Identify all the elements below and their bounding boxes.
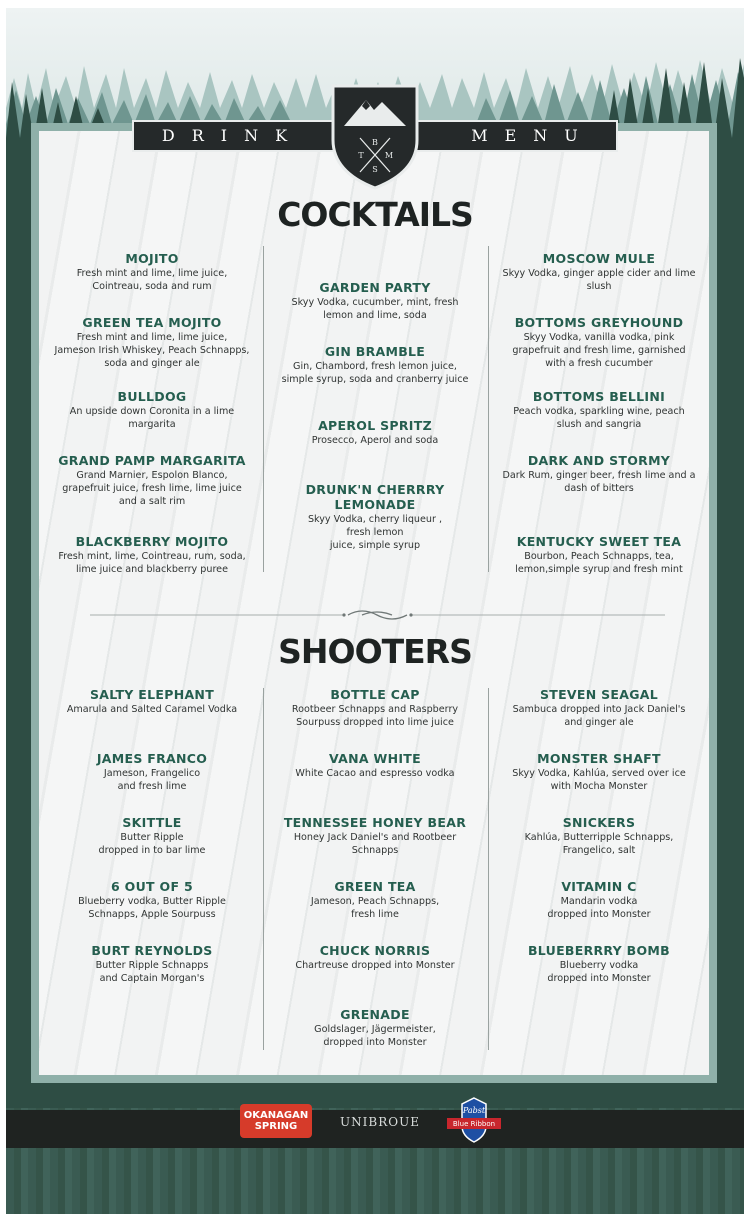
drink-description: [45, 831, 259, 857]
cocktails-item: [492, 251, 706, 293]
drink-description-line: dropped into Monster: [547, 973, 651, 984]
shooters-item: [268, 943, 482, 972]
drink-description-line: Peach vodka, sparkling wine, peach: [513, 406, 685, 417]
drink-description: [492, 550, 706, 576]
drink-description-line: Kahlúa, Butterripple Schnapps,: [524, 832, 674, 843]
shooters-heading: SHOOTERS: [278, 632, 472, 671]
shooters-item: [45, 751, 259, 793]
shooters-item: [268, 751, 482, 780]
drink-description-line: Fresh mint, lime, Cointreau, rum, soda,: [58, 551, 246, 562]
crest-letter-s: S: [372, 165, 378, 174]
drink-description-line: Chartreuse dropped into Monster: [295, 960, 455, 971]
drink-name: GREEN TEA: [334, 879, 416, 894]
cocktails-item: [492, 534, 706, 576]
drink-name: GRENADE: [340, 1007, 410, 1022]
drink-name: GIN BRAMBLE: [324, 344, 426, 359]
drink-description-line: An upside down Coronita in a lime: [69, 406, 235, 417]
drink-description: [492, 831, 706, 857]
drink-description-line: Fresh mint and lime, lime juice,: [76, 332, 228, 343]
drink-description: [268, 831, 482, 857]
shooters-item: [268, 1007, 482, 1049]
drink-description-line: and a salt rim: [118, 496, 186, 507]
drink-description: [492, 331, 706, 370]
drink-name: BOTTOMS GREYHOUND: [514, 315, 684, 330]
drink-description: [45, 267, 259, 293]
drink-description: [268, 1023, 482, 1049]
drink-description-line: slush and sangria: [556, 419, 642, 430]
unibroue-logo: UNIBROUE: [340, 1115, 420, 1129]
drink-description-line: Skyy Vodka, Kahlúa, served over ice: [512, 768, 686, 779]
drink-name: MONSTER SHAFT: [537, 751, 661, 766]
pabst-line2: Blue Ribbon: [452, 1120, 496, 1128]
shooters-column-divider-left: [263, 688, 264, 1050]
shooters-item: [268, 687, 482, 729]
drink-description: [268, 959, 482, 972]
drink-description-line: lime juice and blackberry puree: [76, 564, 228, 575]
cocktails-heading: COCKTAILS: [277, 195, 473, 234]
cocktails-item: [45, 315, 259, 370]
pabst-line1: Pabst: [462, 1106, 486, 1115]
drink-description-line: Goldslager, Jägermeister,: [314, 1024, 436, 1035]
drink-description-line: with a fresh cucumber: [545, 358, 653, 369]
drink-description-line: fresh lime: [351, 909, 399, 920]
drink-description-line: and ginger ale: [564, 717, 634, 728]
drink-description: [268, 703, 482, 729]
crest-letter-t: T: [358, 151, 364, 160]
drink-description: [45, 767, 259, 793]
cocktails-item: [295, 482, 455, 552]
drink-description-line: Fresh mint and lime, lime juice,: [76, 268, 228, 279]
drink-description-line: dropped into Monster: [323, 1037, 427, 1048]
drink-name: MOJITO: [125, 251, 179, 266]
drink-name: STEVEN SEAGAL: [539, 687, 659, 702]
drink-name: TENNESSEE HONEY BEAR: [283, 815, 467, 830]
drink-name: DRUNK'N CHERRRY LEMONADE: [305, 482, 445, 512]
cocktails-column-divider-left: [263, 246, 264, 572]
drink-description-line: Grand Marnier, Espolon Blanco,: [76, 470, 228, 481]
drink-name: GRAND PAMP MARGARITA: [58, 453, 246, 468]
okanagan-spring-logo: [240, 1104, 312, 1138]
drink-description-line: and fresh lime: [117, 781, 187, 792]
drink-description-line: dropped in to bar lime: [98, 845, 206, 856]
drink-description-line: lemon,simple syrup and fresh mint: [515, 564, 683, 575]
drink-description-line: margarita: [128, 419, 176, 430]
cocktails-column-divider-right: [488, 246, 489, 572]
drink-description: [492, 267, 706, 293]
drink-description-line: Jameson, Frangelico: [103, 768, 201, 779]
crest-letter-b: B: [372, 138, 378, 147]
drink-description: [492, 405, 706, 431]
drink-description-line: Butter Ripple Schnapps: [95, 960, 209, 971]
drink-name: BLUEBERRRY BOMB: [527, 943, 671, 958]
shooters-item: [492, 815, 706, 857]
drink-description-line: Skyy Vodka, ginger apple cider and lime: [502, 268, 696, 279]
drink-description-line: Prosecco, Aperol and soda: [311, 435, 439, 446]
drink-description-line: dropped into Monster: [547, 909, 651, 920]
banner-word-right: MENU: [471, 126, 595, 145]
cocktails-item: [492, 389, 706, 431]
drink-description: [45, 895, 259, 921]
drink-description-line: with Mocha Monster: [550, 781, 648, 792]
cocktails-item: [268, 418, 482, 447]
drink-description-line: Amarula and Salted Caramel Vodka: [66, 704, 238, 715]
drink-description-line: Gin, Chambord, fresh lemon juice,: [293, 361, 457, 372]
cocktails-item: [268, 280, 482, 322]
drink-description: [45, 959, 259, 985]
drink-description-line: Skyy Vodka, vanilla vodka, pink: [523, 332, 675, 343]
drink-description-line: grapefruit and fresh lime, garnished: [512, 345, 686, 356]
drink-name: BLACKBERRY MOJITO: [75, 534, 229, 549]
drink-description-line: Honey Jack Daniel's and Rootbeer: [293, 832, 457, 843]
drink-description: [45, 469, 259, 508]
okanagan-line2: SPRING: [254, 1121, 298, 1132]
drink-name: KENTUCKY SWEET TEA: [516, 534, 682, 549]
drink-description: [45, 405, 259, 431]
drink-description-line: Bourbon, Peach Schnapps, tea,: [524, 551, 674, 562]
drink-description: [492, 469, 706, 495]
cocktails-item: [492, 315, 706, 370]
drink-description-line: Mandarin vodka: [560, 896, 638, 907]
drink-name: BURT REYNOLDS: [91, 943, 213, 958]
drink-description-line: juice, simple syrup: [329, 540, 421, 551]
drink-description-line: Cointreau, soda and rum: [92, 281, 212, 292]
shooters-item: [45, 879, 259, 921]
shooters-item: [45, 815, 259, 857]
drink-description-line: Frangelico, salt: [562, 845, 636, 856]
drink-name: CHUCK NORRIS: [319, 943, 431, 958]
drink-name: BOTTOMS BELLINI: [532, 389, 666, 404]
drink-description-line: Rootbeer Schnapps and Raspberry: [291, 704, 459, 715]
drink-description: [268, 767, 482, 780]
drink-description: [268, 360, 482, 386]
banner-word-left: DRINK: [161, 126, 305, 145]
shooters-item: [45, 943, 259, 985]
shooters-item: [492, 751, 706, 793]
drink-description-line: and Captain Morgan's: [99, 973, 205, 984]
shooters-item: [268, 815, 482, 857]
drink-name: MOSCOW MULE: [542, 251, 656, 266]
mountain-crest-logo: [330, 80, 420, 192]
cocktails-item: [492, 453, 706, 495]
shooters-item: [492, 687, 706, 729]
cocktails-item: [45, 389, 259, 431]
crest-letter-m: M: [384, 151, 394, 160]
okanagan-line1: OKANAGAN: [243, 1110, 309, 1121]
drink-description-line: Blueberry vodka, Butter Ripple: [78, 896, 226, 907]
cocktails-item: [268, 344, 482, 386]
drink-description-line: lemon and lime, soda: [323, 310, 427, 321]
drink-description-line: simple syrup, soda and cranberry juice: [281, 374, 469, 385]
drink-description-line: Sambuca dropped into Jack Daniel's: [512, 704, 686, 715]
drink-description-line: Butter Ripple: [120, 832, 184, 843]
drink-description-line: grapefruit juice, fresh lime, lime juice: [62, 483, 242, 494]
drink-description: [492, 959, 706, 985]
drink-name: SALTY ELEPHANT: [89, 687, 215, 702]
drink-description-line: Blueberry vodka: [559, 960, 639, 971]
drink-name: APEROL SPRITZ: [318, 418, 432, 433]
drink-description-line: Schnapps, Apple Sourpuss: [88, 909, 216, 920]
drink-name: BULLDOG: [117, 389, 187, 404]
shooters-item: [268, 879, 482, 921]
drink-description-line: Sourpuss dropped into lime juice: [296, 717, 454, 728]
drink-description: [295, 513, 455, 552]
shooters-item: [45, 687, 259, 716]
cocktails-item: [45, 453, 259, 508]
drink-description: [268, 296, 482, 322]
shooters-column-divider-right: [488, 688, 489, 1050]
drink-description-line: soda and ginger ale: [104, 358, 200, 369]
drink-description: [45, 550, 259, 576]
drink-description: [492, 703, 706, 729]
drink-name: SKITTLE: [122, 815, 182, 830]
drink-name: SNICKERS: [562, 815, 636, 830]
shooters-item: [492, 879, 706, 921]
shooters-item: [492, 943, 706, 985]
drink-name: GREEN TEA MOJITO: [82, 315, 222, 330]
section-divider-ornament: [90, 608, 665, 622]
drink-description-line: slush: [586, 281, 612, 292]
drink-description-line: Jameson, Peach Schnapps,: [310, 896, 440, 907]
drink-name: BOTTLE CAP: [330, 687, 420, 702]
drink-description: [45, 331, 259, 370]
drink-description: [45, 703, 259, 716]
drink-description-line: dash of bitters: [564, 483, 634, 494]
drink-name: VANA WHITE: [329, 751, 421, 766]
drink-description: [268, 895, 482, 921]
drink-description-line: White Cacao and espresso vodka: [295, 768, 455, 779]
cocktails-item: [45, 534, 259, 576]
drink-name: 6 OUT OF 5: [111, 879, 193, 894]
drink-description: [492, 895, 706, 921]
cocktails-item: [45, 251, 259, 293]
drink-description-line: Dark Rum, ginger beer, fresh lime and a: [502, 470, 696, 481]
drink-description-line: Skyy Vodka, cucumber, mint, fresh: [291, 297, 459, 308]
drink-description: [268, 434, 482, 447]
pabst-blue-ribbon-logo: [446, 1096, 502, 1144]
drink-name: DARK AND STORMY: [527, 453, 671, 468]
drink-name: VITAMIN C: [561, 879, 637, 894]
drink-name: JAMES FRANCO: [96, 751, 208, 766]
drink-name: GARDEN PARTY: [319, 280, 431, 295]
drink-description-line: Schnapps: [351, 845, 399, 856]
drink-description-line: Skyy Vodka, cherry liqueur , fresh lemon: [307, 514, 443, 538]
drink-description-line: Jameson Irish Whiskey, Peach Schnapps,: [54, 345, 250, 356]
drink-description: [492, 767, 706, 793]
